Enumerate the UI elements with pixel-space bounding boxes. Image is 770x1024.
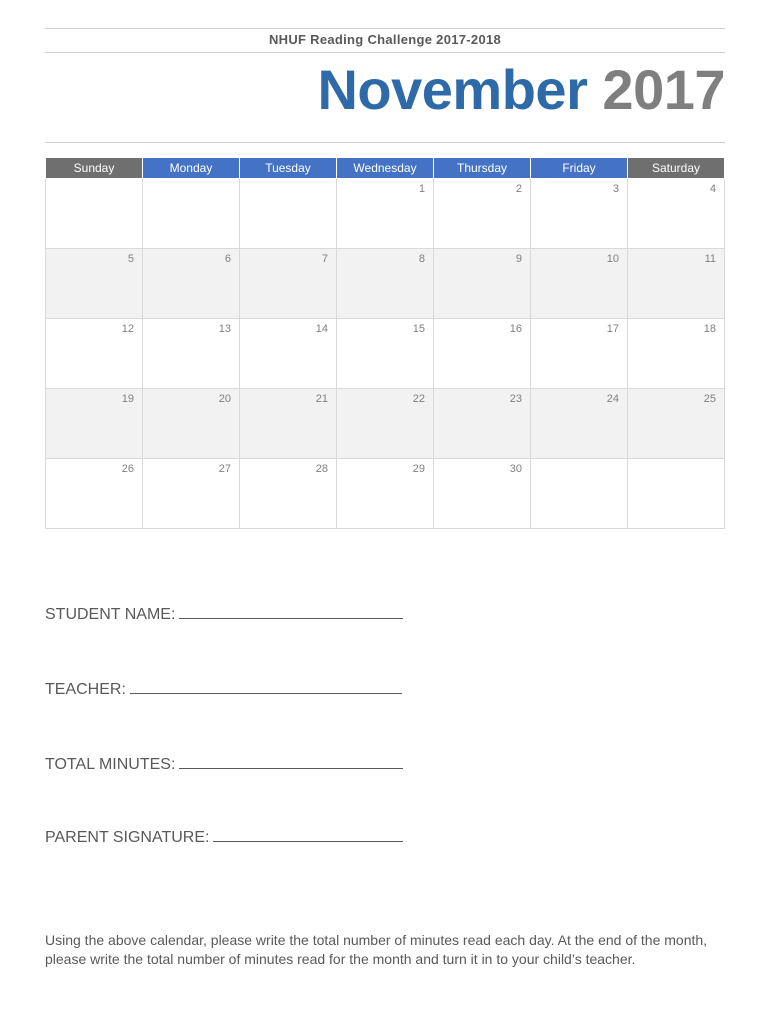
- weekday-wednesday: Wednesday: [337, 158, 434, 179]
- day-cell[interactable]: 12: [46, 319, 143, 389]
- day-cell[interactable]: 18: [628, 319, 725, 389]
- month-title: [317, 58, 725, 121]
- parent-signature-label: PARENT SIGNATURE:: [45, 829, 210, 846]
- teacher-field[interactable]: [45, 679, 402, 699]
- day-cell[interactable]: 23: [434, 389, 531, 459]
- day-cell[interactable]: 3: [531, 179, 628, 249]
- day-cell[interactable]: 10: [531, 249, 628, 319]
- challenge-title: NHUF Reading Challenge 2017-2018: [268, 32, 502, 47]
- day-cell[interactable]: 21: [240, 389, 337, 459]
- day-cell[interactable]: 7: [240, 249, 337, 319]
- weekday-sunday: Sunday: [46, 158, 143, 179]
- day-cell[interactable]: 29: [337, 459, 434, 529]
- weekday-saturday: Saturday: [628, 158, 725, 179]
- student-name-line[interactable]: [179, 604, 403, 619]
- day-cell[interactable]: 1: [337, 179, 434, 249]
- day-cell[interactable]: [46, 179, 143, 249]
- weekday-tuesday: Tuesday: [240, 158, 337, 179]
- student-name-label: STUDENT NAME:: [45, 606, 176, 623]
- day-cell[interactable]: 30: [434, 459, 531, 529]
- weekday-thursday: Thursday: [434, 158, 531, 179]
- total-minutes-field[interactable]: [45, 754, 403, 774]
- instructions-text: Using the above calendar, please write the total number of minutes read each day. At the end of the month, please write the total number of minutes read for the month and turn it in to your child’s teacher.: [45, 932, 708, 967]
- day-cell[interactable]: [143, 179, 240, 249]
- teacher-label: TEACHER:: [45, 681, 126, 698]
- day-cell[interactable]: [240, 179, 337, 249]
- parent-signature-line[interactable]: [213, 827, 403, 842]
- day-cell[interactable]: 5: [46, 249, 143, 319]
- day-cell[interactable]: [531, 459, 628, 529]
- day-cell[interactable]: 26: [46, 459, 143, 529]
- calendar-week-row: [46, 389, 725, 459]
- calendar-week-row: [46, 179, 725, 249]
- day-cell[interactable]: 14: [240, 319, 337, 389]
- day-cell[interactable]: 11: [628, 249, 725, 319]
- day-cell[interactable]: 6: [143, 249, 240, 319]
- weekday-friday: Friday: [531, 158, 628, 179]
- teacher-line[interactable]: [130, 679, 402, 694]
- heading-rule: [45, 52, 725, 53]
- day-cell[interactable]: 4: [628, 179, 725, 249]
- total-minutes-line[interactable]: [179, 754, 403, 769]
- calendar-week-row: [46, 459, 725, 529]
- day-cell[interactable]: 15: [337, 319, 434, 389]
- day-cell[interactable]: 24: [531, 389, 628, 459]
- day-cell[interactable]: 20: [143, 389, 240, 459]
- day-cell[interactable]: 17: [531, 319, 628, 389]
- day-cell[interactable]: 27: [143, 459, 240, 529]
- day-cell[interactable]: 16: [434, 319, 531, 389]
- day-cell[interactable]: 25: [628, 389, 725, 459]
- total-minutes-label: TOTAL MINUTES:: [45, 756, 176, 773]
- weekday-header-row: [46, 158, 725, 179]
- day-cell[interactable]: 19: [46, 389, 143, 459]
- title-rule: [45, 142, 725, 143]
- day-cell[interactable]: 9: [434, 249, 531, 319]
- day-cell[interactable]: 22: [337, 389, 434, 459]
- month-name: November: [317, 58, 588, 121]
- day-cell[interactable]: [628, 459, 725, 529]
- calendar-week-row: [46, 249, 725, 319]
- parent-signature-field[interactable]: [45, 827, 403, 847]
- month-year: 2017: [602, 58, 725, 121]
- calendar-grid: [45, 157, 725, 529]
- top-rule: [45, 28, 725, 29]
- day-cell[interactable]: 2: [434, 179, 531, 249]
- calendar-week-row: [46, 319, 725, 389]
- day-cell[interactable]: 28: [240, 459, 337, 529]
- day-cell[interactable]: 8: [337, 249, 434, 319]
- day-cell[interactable]: 13: [143, 319, 240, 389]
- weekday-monday: Monday: [143, 158, 240, 179]
- student-name-field[interactable]: [45, 604, 403, 624]
